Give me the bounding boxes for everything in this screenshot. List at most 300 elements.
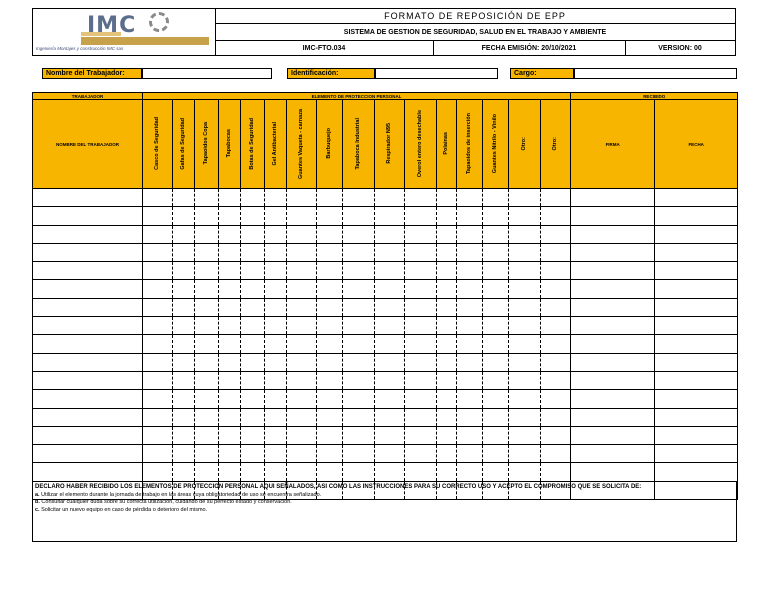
- received-cell[interactable]: [655, 426, 738, 444]
- epp-check-cell[interactable]: [195, 280, 219, 298]
- epp-check-cell[interactable]: [287, 207, 317, 225]
- epp-check-cell[interactable]: [173, 317, 195, 335]
- received-cell[interactable]: [655, 371, 738, 389]
- epp-check-cell[interactable]: [143, 317, 173, 335]
- epp-check-cell[interactable]: [195, 371, 219, 389]
- received-cell[interactable]: [655, 225, 738, 243]
- epp-check-cell[interactable]: [317, 408, 343, 426]
- epp-check-cell[interactable]: [483, 463, 509, 481]
- epp-check-cell[interactable]: [143, 353, 173, 371]
- epp-check-cell[interactable]: [405, 353, 437, 371]
- epp-check-cell[interactable]: [375, 317, 405, 335]
- epp-check-cell[interactable]: [405, 463, 437, 481]
- epp-check-cell[interactable]: [265, 335, 287, 353]
- epp-check-cell[interactable]: [241, 280, 265, 298]
- worker-name-field[interactable]: [142, 68, 272, 79]
- received-cell[interactable]: [655, 280, 738, 298]
- epp-check-cell[interactable]: [317, 445, 343, 463]
- epp-check-cell[interactable]: [405, 280, 437, 298]
- epp-check-cell[interactable]: [317, 463, 343, 481]
- epp-check-cell[interactable]: [541, 408, 571, 426]
- epp-check-cell[interactable]: [287, 280, 317, 298]
- epp-check-cell[interactable]: [483, 189, 509, 207]
- epp-check-cell[interactable]: [219, 463, 241, 481]
- epp-check-cell[interactable]: [219, 445, 241, 463]
- epp-check-cell[interactable]: [287, 317, 317, 335]
- epp-check-cell[interactable]: [241, 298, 265, 316]
- epp-check-cell[interactable]: [509, 371, 541, 389]
- epp-check-cell[interactable]: [541, 371, 571, 389]
- epp-check-cell[interactable]: [317, 390, 343, 408]
- worker-name-cell[interactable]: [33, 189, 143, 207]
- epp-check-cell[interactable]: [241, 207, 265, 225]
- epp-check-cell[interactable]: [457, 262, 483, 280]
- epp-check-cell[interactable]: [541, 445, 571, 463]
- epp-check-cell[interactable]: [317, 280, 343, 298]
- epp-check-cell[interactable]: [405, 335, 437, 353]
- epp-check-cell[interactable]: [405, 189, 437, 207]
- epp-check-cell[interactable]: [143, 390, 173, 408]
- epp-check-cell[interactable]: [483, 262, 509, 280]
- epp-check-cell[interactable]: [343, 371, 375, 389]
- epp-check-cell[interactable]: [195, 243, 219, 261]
- received-cell[interactable]: [571, 426, 655, 444]
- epp-check-cell[interactable]: [219, 298, 241, 316]
- received-cell[interactable]: [655, 463, 738, 481]
- epp-check-cell[interactable]: [143, 225, 173, 243]
- epp-check-cell[interactable]: [241, 262, 265, 280]
- epp-check-cell[interactable]: [241, 408, 265, 426]
- epp-check-cell[interactable]: [483, 317, 509, 335]
- epp-check-cell[interactable]: [265, 445, 287, 463]
- epp-check-cell[interactable]: [287, 225, 317, 243]
- epp-check-cell[interactable]: [265, 243, 287, 261]
- received-cell[interactable]: [571, 445, 655, 463]
- epp-check-cell[interactable]: [173, 298, 195, 316]
- worker-name-cell[interactable]: [33, 353, 143, 371]
- epp-check-cell[interactable]: [219, 225, 241, 243]
- epp-check-cell[interactable]: [241, 426, 265, 444]
- epp-check-cell[interactable]: [265, 353, 287, 371]
- epp-check-cell[interactable]: [375, 426, 405, 444]
- epp-check-cell[interactable]: [375, 225, 405, 243]
- received-cell[interactable]: [655, 335, 738, 353]
- epp-check-cell[interactable]: [143, 463, 173, 481]
- received-cell[interactable]: [571, 225, 655, 243]
- received-cell[interactable]: [655, 262, 738, 280]
- epp-check-cell[interactable]: [143, 371, 173, 389]
- epp-check-cell[interactable]: [483, 335, 509, 353]
- epp-check-cell[interactable]: [457, 371, 483, 389]
- epp-check-cell[interactable]: [317, 317, 343, 335]
- received-cell[interactable]: [655, 189, 738, 207]
- received-cell[interactable]: [571, 408, 655, 426]
- epp-check-cell[interactable]: [509, 225, 541, 243]
- epp-check-cell[interactable]: [195, 390, 219, 408]
- epp-check-cell[interactable]: [143, 298, 173, 316]
- epp-check-cell[interactable]: [375, 262, 405, 280]
- epp-check-cell[interactable]: [241, 189, 265, 207]
- epp-check-cell[interactable]: [509, 280, 541, 298]
- epp-check-cell[interactable]: [437, 298, 457, 316]
- epp-check-cell[interactable]: [287, 371, 317, 389]
- epp-check-cell[interactable]: [287, 298, 317, 316]
- epp-check-cell[interactable]: [287, 408, 317, 426]
- epp-check-cell[interactable]: [173, 463, 195, 481]
- epp-check-cell[interactable]: [483, 445, 509, 463]
- epp-check-cell[interactable]: [219, 280, 241, 298]
- epp-check-cell[interactable]: [173, 262, 195, 280]
- received-cell[interactable]: [571, 353, 655, 371]
- epp-check-cell[interactable]: [173, 189, 195, 207]
- epp-check-cell[interactable]: [541, 426, 571, 444]
- epp-check-cell[interactable]: [509, 353, 541, 371]
- epp-check-cell[interactable]: [287, 335, 317, 353]
- epp-check-cell[interactable]: [405, 445, 437, 463]
- epp-check-cell[interactable]: [405, 262, 437, 280]
- epp-check-cell[interactable]: [265, 207, 287, 225]
- epp-check-cell[interactable]: [265, 426, 287, 444]
- epp-check-cell[interactable]: [457, 426, 483, 444]
- worker-name-cell[interactable]: [33, 243, 143, 261]
- epp-check-cell[interactable]: [195, 317, 219, 335]
- epp-check-cell[interactable]: [173, 353, 195, 371]
- epp-check-cell[interactable]: [219, 353, 241, 371]
- epp-check-cell[interactable]: [173, 390, 195, 408]
- received-cell[interactable]: [571, 262, 655, 280]
- epp-check-cell[interactable]: [457, 243, 483, 261]
- epp-check-cell[interactable]: [509, 243, 541, 261]
- received-cell[interactable]: [571, 390, 655, 408]
- epp-check-cell[interactable]: [541, 189, 571, 207]
- worker-name-cell[interactable]: [33, 280, 143, 298]
- epp-check-cell[interactable]: [375, 189, 405, 207]
- epp-check-cell[interactable]: [483, 243, 509, 261]
- epp-check-cell[interactable]: [541, 207, 571, 225]
- epp-check-cell[interactable]: [405, 225, 437, 243]
- epp-check-cell[interactable]: [265, 280, 287, 298]
- epp-check-cell[interactable]: [509, 463, 541, 481]
- epp-check-cell[interactable]: [483, 207, 509, 225]
- epp-check-cell[interactable]: [437, 408, 457, 426]
- epp-check-cell[interactable]: [343, 298, 375, 316]
- epp-check-cell[interactable]: [405, 207, 437, 225]
- epp-check-cell[interactable]: [317, 243, 343, 261]
- epp-check-cell[interactable]: [241, 353, 265, 371]
- epp-check-cell[interactable]: [343, 335, 375, 353]
- worker-name-cell[interactable]: [33, 262, 143, 280]
- epp-check-cell[interactable]: [195, 445, 219, 463]
- epp-check-cell[interactable]: [457, 189, 483, 207]
- epp-check-cell[interactable]: [143, 189, 173, 207]
- epp-check-cell[interactable]: [219, 408, 241, 426]
- received-cell[interactable]: [571, 317, 655, 335]
- epp-check-cell[interactable]: [405, 408, 437, 426]
- worker-name-cell[interactable]: [33, 426, 143, 444]
- worker-name-cell[interactable]: [33, 408, 143, 426]
- epp-check-cell[interactable]: [509, 189, 541, 207]
- epp-check-cell[interactable]: [483, 280, 509, 298]
- epp-check-cell[interactable]: [437, 189, 457, 207]
- epp-check-cell[interactable]: [375, 371, 405, 389]
- epp-check-cell[interactable]: [143, 445, 173, 463]
- epp-check-cell[interactable]: [143, 243, 173, 261]
- epp-check-cell[interactable]: [317, 225, 343, 243]
- epp-check-cell[interactable]: [195, 207, 219, 225]
- epp-check-cell[interactable]: [437, 445, 457, 463]
- epp-check-cell[interactable]: [483, 390, 509, 408]
- epp-check-cell[interactable]: [195, 463, 219, 481]
- epp-check-cell[interactable]: [195, 426, 219, 444]
- epp-check-cell[interactable]: [509, 445, 541, 463]
- epp-check-cell[interactable]: [457, 298, 483, 316]
- epp-check-cell[interactable]: [173, 243, 195, 261]
- epp-check-cell[interactable]: [437, 262, 457, 280]
- epp-check-cell[interactable]: [343, 353, 375, 371]
- epp-check-cell[interactable]: [437, 335, 457, 353]
- epp-check-cell[interactable]: [541, 390, 571, 408]
- epp-check-cell[interactable]: [317, 207, 343, 225]
- epp-check-cell[interactable]: [265, 225, 287, 243]
- epp-check-cell[interactable]: [483, 408, 509, 426]
- epp-check-cell[interactable]: [483, 353, 509, 371]
- epp-check-cell[interactable]: [405, 317, 437, 335]
- epp-check-cell[interactable]: [437, 207, 457, 225]
- epp-check-cell[interactable]: [241, 445, 265, 463]
- epp-check-cell[interactable]: [287, 353, 317, 371]
- role-field[interactable]: [574, 68, 737, 79]
- received-cell[interactable]: [571, 280, 655, 298]
- epp-check-cell[interactable]: [241, 335, 265, 353]
- epp-check-cell[interactable]: [287, 189, 317, 207]
- epp-check-cell[interactable]: [457, 317, 483, 335]
- epp-check-cell[interactable]: [287, 426, 317, 444]
- epp-check-cell[interactable]: [509, 298, 541, 316]
- epp-check-cell[interactable]: [265, 262, 287, 280]
- epp-check-cell[interactable]: [509, 317, 541, 335]
- received-cell[interactable]: [655, 243, 738, 261]
- received-cell[interactable]: [571, 463, 655, 481]
- epp-check-cell[interactable]: [173, 408, 195, 426]
- received-cell[interactable]: [571, 335, 655, 353]
- epp-check-cell[interactable]: [343, 426, 375, 444]
- epp-check-cell[interactable]: [437, 371, 457, 389]
- epp-check-cell[interactable]: [437, 426, 457, 444]
- epp-check-cell[interactable]: [541, 243, 571, 261]
- epp-check-cell[interactable]: [219, 371, 241, 389]
- epp-check-cell[interactable]: [287, 463, 317, 481]
- epp-check-cell[interactable]: [375, 298, 405, 316]
- epp-check-cell[interactable]: [173, 426, 195, 444]
- epp-check-cell[interactable]: [241, 243, 265, 261]
- epp-check-cell[interactable]: [219, 262, 241, 280]
- epp-check-cell[interactable]: [195, 353, 219, 371]
- epp-check-cell[interactable]: [241, 390, 265, 408]
- worker-name-cell[interactable]: [33, 335, 143, 353]
- epp-check-cell[interactable]: [343, 390, 375, 408]
- epp-check-cell[interactable]: [509, 408, 541, 426]
- epp-check-cell[interactable]: [195, 335, 219, 353]
- epp-check-cell[interactable]: [143, 335, 173, 353]
- epp-check-cell[interactable]: [241, 317, 265, 335]
- epp-check-cell[interactable]: [343, 317, 375, 335]
- epp-check-cell[interactable]: [375, 408, 405, 426]
- epp-check-cell[interactable]: [541, 262, 571, 280]
- epp-check-cell[interactable]: [509, 207, 541, 225]
- epp-check-cell[interactable]: [541, 317, 571, 335]
- epp-check-cell[interactable]: [375, 335, 405, 353]
- epp-check-cell[interactable]: [437, 280, 457, 298]
- epp-check-cell[interactable]: [219, 243, 241, 261]
- epp-check-cell[interactable]: [541, 335, 571, 353]
- epp-check-cell[interactable]: [437, 317, 457, 335]
- epp-check-cell[interactable]: [317, 189, 343, 207]
- epp-check-cell[interactable]: [241, 225, 265, 243]
- epp-check-cell[interactable]: [143, 408, 173, 426]
- epp-check-cell[interactable]: [509, 390, 541, 408]
- epp-check-cell[interactable]: [195, 189, 219, 207]
- epp-check-cell[interactable]: [287, 445, 317, 463]
- epp-check-cell[interactable]: [541, 280, 571, 298]
- received-cell[interactable]: [655, 408, 738, 426]
- worker-name-cell[interactable]: [33, 390, 143, 408]
- epp-check-cell[interactable]: [343, 408, 375, 426]
- epp-check-cell[interactable]: [195, 225, 219, 243]
- epp-check-cell[interactable]: [173, 371, 195, 389]
- epp-check-cell[interactable]: [375, 390, 405, 408]
- received-cell[interactable]: [655, 353, 738, 371]
- received-cell[interactable]: [571, 243, 655, 261]
- epp-check-cell[interactable]: [457, 408, 483, 426]
- received-cell[interactable]: [571, 189, 655, 207]
- received-cell[interactable]: [655, 298, 738, 316]
- epp-check-cell[interactable]: [317, 426, 343, 444]
- epp-check-cell[interactable]: [375, 353, 405, 371]
- epp-check-cell[interactable]: [343, 225, 375, 243]
- epp-check-cell[interactable]: [375, 280, 405, 298]
- identification-field[interactable]: [375, 68, 498, 79]
- received-cell[interactable]: [655, 207, 738, 225]
- epp-check-cell[interactable]: [265, 408, 287, 426]
- epp-check-cell[interactable]: [219, 189, 241, 207]
- epp-check-cell[interactable]: [437, 353, 457, 371]
- received-cell[interactable]: [571, 371, 655, 389]
- epp-check-cell[interactable]: [173, 445, 195, 463]
- epp-check-cell[interactable]: [143, 262, 173, 280]
- epp-check-cell[interactable]: [343, 262, 375, 280]
- epp-check-cell[interactable]: [173, 280, 195, 298]
- epp-check-cell[interactable]: [219, 426, 241, 444]
- epp-check-cell[interactable]: [457, 353, 483, 371]
- worker-name-cell[interactable]: [33, 371, 143, 389]
- epp-check-cell[interactable]: [375, 445, 405, 463]
- worker-name-cell[interactable]: [33, 445, 143, 463]
- epp-check-cell[interactable]: [287, 262, 317, 280]
- epp-check-cell[interactable]: [219, 207, 241, 225]
- epp-check-cell[interactable]: [509, 335, 541, 353]
- epp-check-cell[interactable]: [219, 317, 241, 335]
- epp-check-cell[interactable]: [317, 353, 343, 371]
- epp-check-cell[interactable]: [317, 298, 343, 316]
- epp-check-cell[interactable]: [483, 371, 509, 389]
- epp-check-cell[interactable]: [541, 353, 571, 371]
- epp-check-cell[interactable]: [343, 243, 375, 261]
- epp-check-cell[interactable]: [457, 207, 483, 225]
- epp-check-cell[interactable]: [317, 371, 343, 389]
- epp-check-cell[interactable]: [375, 207, 405, 225]
- epp-check-cell[interactable]: [287, 390, 317, 408]
- epp-check-cell[interactable]: [143, 426, 173, 444]
- epp-check-cell[interactable]: [343, 207, 375, 225]
- epp-check-cell[interactable]: [375, 463, 405, 481]
- epp-check-cell[interactable]: [405, 298, 437, 316]
- epp-check-cell[interactable]: [343, 280, 375, 298]
- epp-check-cell[interactable]: [457, 335, 483, 353]
- epp-check-cell[interactable]: [483, 298, 509, 316]
- epp-check-cell[interactable]: [343, 445, 375, 463]
- epp-check-cell[interactable]: [287, 243, 317, 261]
- epp-check-cell[interactable]: [195, 298, 219, 316]
- epp-check-cell[interactable]: [219, 335, 241, 353]
- epp-check-cell[interactable]: [437, 243, 457, 261]
- epp-check-cell[interactable]: [541, 463, 571, 481]
- worker-name-cell[interactable]: [33, 225, 143, 243]
- epp-check-cell[interactable]: [265, 189, 287, 207]
- epp-check-cell[interactable]: [437, 225, 457, 243]
- epp-check-cell[interactable]: [143, 207, 173, 225]
- epp-check-cell[interactable]: [173, 225, 195, 243]
- epp-check-cell[interactable]: [317, 262, 343, 280]
- epp-check-cell[interactable]: [265, 317, 287, 335]
- epp-check-cell[interactable]: [265, 371, 287, 389]
- epp-check-cell[interactable]: [195, 408, 219, 426]
- epp-check-cell[interactable]: [241, 371, 265, 389]
- epp-check-cell[interactable]: [343, 463, 375, 481]
- epp-check-cell[interactable]: [483, 426, 509, 444]
- epp-check-cell[interactable]: [437, 463, 457, 481]
- received-cell[interactable]: [655, 317, 738, 335]
- received-cell[interactable]: [571, 207, 655, 225]
- epp-check-cell[interactable]: [483, 225, 509, 243]
- epp-check-cell[interactable]: [457, 280, 483, 298]
- epp-check-cell[interactable]: [195, 262, 219, 280]
- epp-check-cell[interactable]: [457, 390, 483, 408]
- epp-check-cell[interactable]: [143, 280, 173, 298]
- epp-check-cell[interactable]: [457, 445, 483, 463]
- worker-name-cell[interactable]: [33, 298, 143, 316]
- epp-check-cell[interactable]: [317, 335, 343, 353]
- received-cell[interactable]: [655, 445, 738, 463]
- worker-name-cell[interactable]: [33, 207, 143, 225]
- epp-check-cell[interactable]: [343, 189, 375, 207]
- epp-check-cell[interactable]: [437, 390, 457, 408]
- epp-check-cell[interactable]: [173, 335, 195, 353]
- epp-check-cell[interactable]: [265, 463, 287, 481]
- epp-check-cell[interactable]: [457, 463, 483, 481]
- received-cell[interactable]: [571, 298, 655, 316]
- epp-check-cell[interactable]: [405, 243, 437, 261]
- epp-check-cell[interactable]: [457, 225, 483, 243]
- epp-check-cell[interactable]: [509, 426, 541, 444]
- epp-check-cell[interactable]: [375, 243, 405, 261]
- epp-check-cell[interactable]: [173, 207, 195, 225]
- epp-check-cell[interactable]: [541, 298, 571, 316]
- epp-check-cell[interactable]: [405, 390, 437, 408]
- epp-check-cell[interactable]: [405, 371, 437, 389]
- epp-check-cell[interactable]: [265, 390, 287, 408]
- epp-check-cell[interactable]: [405, 426, 437, 444]
- epp-check-cell[interactable]: [509, 262, 541, 280]
